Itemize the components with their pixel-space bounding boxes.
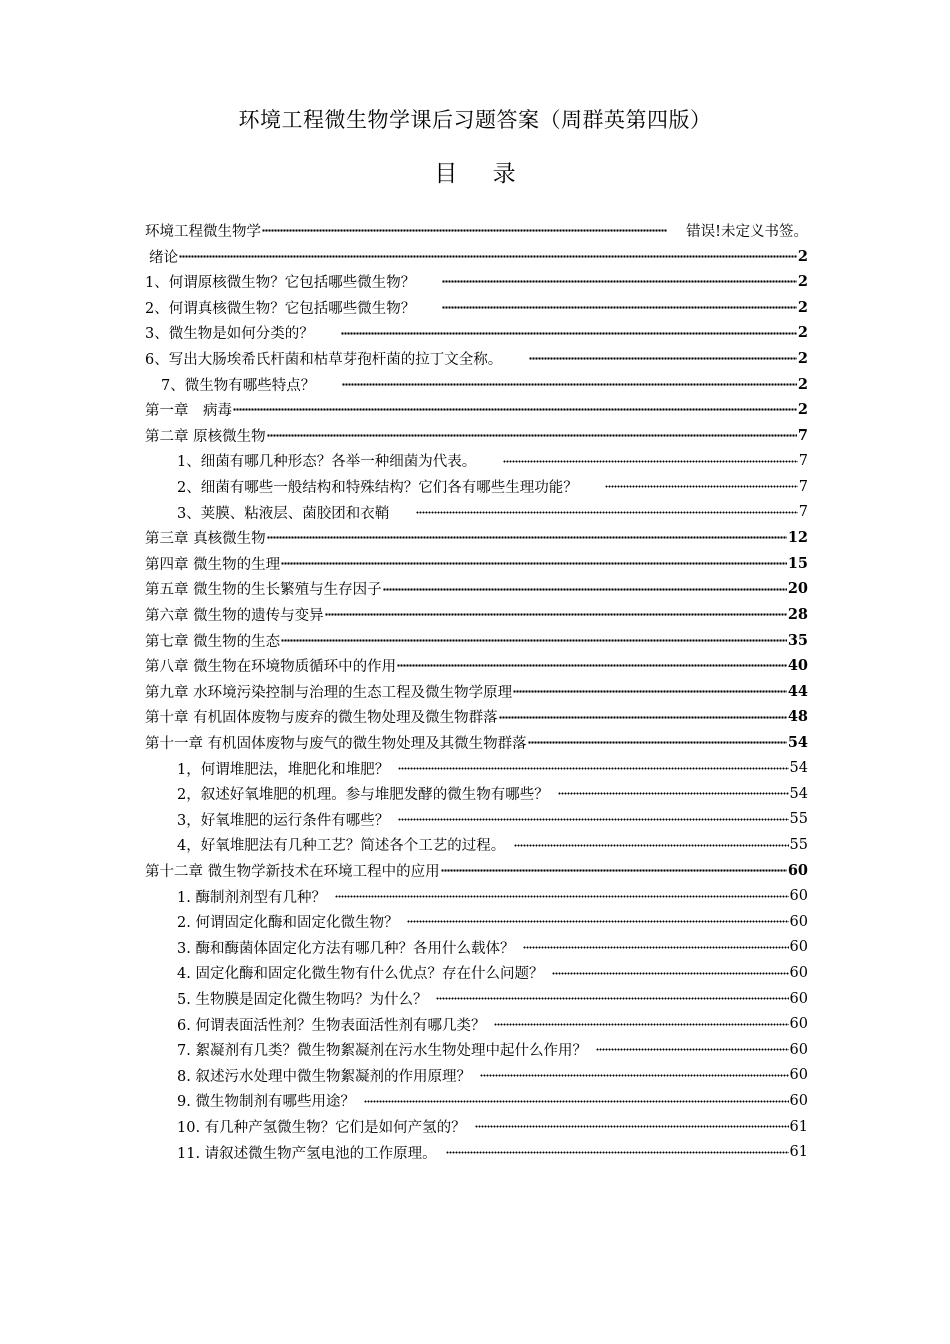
toc-entry-title: 6. 何谓表面活性剂？生物表面活性剂有哪几类？ [177,1017,486,1034]
toc-dot-leader [342,381,797,387]
toc-entry[interactable] [145,551,808,576]
toc-entry[interactable] [145,525,808,550]
toc-entry[interactable] [145,244,808,269]
table-of-contents [145,218,808,1168]
toc-entry-title: 第九章 水环境污染控制与治理的生态工程及微生物学原理 [145,684,513,701]
toc-dot-leader [335,893,789,899]
toc-entry[interactable] [145,474,808,499]
toc-entry[interactable] [145,884,808,909]
toc-dot-leader [513,688,787,694]
toc-entry[interactable] [145,858,808,883]
toc-entry-title: 4. 固定化酶和固定化微生物有什么优点？存在什么问题？ [177,966,544,983]
toc-entry-title: 9. 微生物制剂有哪些用途？ [177,1094,355,1111]
toc-entry-page: 20 [787,580,808,598]
toc-entry-title: 6、写出大肠埃希氏杆菌和枯草芽孢杆菌的拉丁文全称。 [145,352,503,368]
toc-dot-leader [499,714,787,720]
toc-entry-page: 60 [789,990,808,1007]
toc-entry[interactable] [145,218,808,243]
toc-dot-leader [441,868,787,874]
toc-dot-leader [233,407,797,413]
toc-entry-page: 7 [798,452,808,469]
toc-entry-page: 2 [797,401,808,419]
toc-entry-page: 28 [787,606,808,623]
toc-entry-title: 7、微生物有哪些特点？ [161,377,316,394]
toc-entry[interactable] [145,960,808,985]
toc-entry-page: 7 [797,426,808,444]
toc-entry-page: 61 [789,1118,808,1135]
toc-entry[interactable] [145,704,808,729]
toc-entry-page: 60 [787,862,808,879]
toc-entry-page: 60 [789,888,808,905]
toc-entry[interactable] [145,1037,808,1062]
toc-dot-leader [262,228,667,234]
toc-entry-title: 第四章 微生物的生理 [145,556,281,573]
toc-entry[interactable] [145,576,808,601]
toc-entry-page: 40 [787,657,808,675]
toc-entry[interactable] [145,807,808,832]
toc-entry[interactable] [145,909,808,934]
toc-entry[interactable] [145,448,808,473]
toc-dot-leader [281,637,787,643]
toc-dot-leader [503,458,798,464]
toc-dot-leader [529,356,797,362]
toc-entry-title: 8. 叙述污水处理中微生物絮凝剂的作用原理？ [177,1068,471,1085]
toc-dot-leader [480,1072,789,1078]
toc-entry-page: 60 [789,913,808,930]
toc-dot-leader [397,663,787,669]
toc-entry-page: 2 [797,247,808,265]
toc-entry[interactable] [145,628,808,653]
toc-dot-leader [558,791,789,797]
toc-entry-title: 11. 请叙述微生物产氢电池的工作原理。 [177,1145,437,1162]
toc-entry-title: 2、细菌有哪些一般结构和特殊结构？它们各有哪些生理功能？ [177,480,578,496]
toc-entry-page: 2 [797,298,808,316]
toc-entry-title: 10. 有几种产氢微生物？它们是如何产氢的？ [177,1120,466,1136]
toc-dot-leader [552,970,788,976]
toc-dot-leader [281,560,787,566]
toc-entry[interactable] [145,781,808,806]
toc-entry-page: 54 [789,785,808,802]
toc-dot-leader [364,1098,789,1104]
toc-entry[interactable] [145,832,808,857]
toc-entry-page: 2 [797,324,808,342]
toc-entry-title: 第十二章 微生物学新技术在环境工程中的应用 [145,864,440,880]
toc-entry-page: 7 [798,504,808,521]
toc-dot-leader [528,740,787,746]
toc-entry-page: 55 [789,836,808,853]
toc-heading: 目 录 [434,161,530,187]
toc-dot-leader [383,586,787,592]
toc-entry[interactable] [145,346,808,371]
toc-dot-leader [494,1021,788,1027]
toc-dot-leader [523,944,788,950]
toc-entry[interactable] [145,372,808,397]
toc-entry-title: 1、何谓原核微生物？它包括哪些微生物？ [145,275,416,292]
toc-entry[interactable] [145,986,808,1011]
toc-entry[interactable] [145,602,808,627]
toc-dot-leader [398,816,788,822]
toc-entry-title: 1，何谓堆肥法，堆肥化和堆肥？ [177,761,390,778]
toc-entry-title: 环境工程微生物学 [145,224,261,240]
toc-entry[interactable] [145,1114,808,1139]
document-title: 环境工程微生物学课后习题答案（周群英第四版） [238,108,712,132]
toc-entry-title: 绪论 [149,249,178,266]
toc-entry-title: 第二章 原核微生物 [145,428,266,445]
toc-dot-leader [514,842,788,848]
toc-entry-title: 第十章 有机固体废物与废弃的微生物处理及微生物群落 [145,710,498,727]
toc-entry-page: 60 [789,1067,808,1084]
toc-entry[interactable] [145,679,808,704]
toc-entry[interactable] [145,423,808,448]
toc-entry[interactable] [145,756,808,781]
toc-entry-page: 2 [797,375,808,393]
toc-dot-leader [436,996,788,1002]
toc-dot-leader [341,330,797,336]
toc-entry-page: 55 [789,811,808,828]
toc-entry-page: 60 [789,964,808,981]
toc-entry-title: 第十一章 有机固体废物与废气的微生物处理及其微生物群落 [145,736,527,752]
toc-dot-leader [475,1124,789,1130]
toc-dot-leader [325,612,787,618]
toc-entry-page: 2 [797,350,808,367]
toc-dot-leader [267,535,787,541]
toc-entry-page: 2 [797,273,808,291]
toc-entry-page: 44 [787,682,808,700]
toc-entry-page: 48 [787,708,808,726]
toc-entry-page: 15 [787,554,808,572]
toc-entry-page: 54 [787,734,808,751]
toc-dot-leader [398,765,788,771]
toc-entry-page: 错误!未定义书签。 [686,224,808,240]
toc-entry-title: 第七章 微生物的生态 [145,633,281,650]
toc-entry-title: 第六章 微生物的遗传与变异 [145,608,324,624]
toc-entry[interactable] [145,320,808,345]
toc-entry-title: 2，叙述好氧堆肥的机理。参与堆肥发酵的微生物有哪些？ [177,787,549,804]
toc-entry-page: 35 [787,631,808,649]
toc-entry-title: 第八章 微生物在环境物质循环中的作用 [145,659,397,676]
toc-entry-page: 7 [798,478,808,495]
toc-entry-title: 7. 絮凝剂有几类？微生物絮凝剂在污水生物处理中起什么作用？ [177,1043,587,1060]
toc-entry[interactable] [145,1012,808,1037]
toc-entry-page: 61 [789,1144,808,1161]
toc-entry[interactable] [145,1088,808,1113]
toc-dot-leader [442,304,797,310]
toc-entry-title: 第一章 病毒 [145,403,232,420]
toc-entry[interactable] [145,730,808,755]
toc-entry[interactable] [145,397,808,422]
toc-entry-title: 第三章 真核微生物 [145,531,266,548]
toc-entry-page: 12 [787,529,808,547]
toc-dot-leader [442,279,797,285]
toc-entry[interactable] [145,295,808,320]
toc-entry[interactable] [145,1140,808,1165]
toc-dot-leader [407,919,788,925]
toc-entry-title: 3、微生物是如何分类的？ [145,326,314,343]
toc-entry[interactable] [145,935,808,960]
toc-entry-page: 54 [789,760,808,777]
toc-entry[interactable] [145,653,808,678]
toc-entry-title: 1、细菌有哪几种形态？各举一种细菌为代表。 [177,454,477,471]
toc-entry-title: 3，好氧堆肥的运行条件有哪些？ [177,812,390,829]
toc-entry-page: 60 [789,1016,808,1033]
toc-entry-page: 60 [789,939,808,956]
toc-entry-title: 4，好氧堆肥法有几种工艺？简述各个工艺的过程。 [177,838,506,855]
toc-entry[interactable] [145,269,808,294]
toc-entry-title: 第五章 微生物的生长繁殖与生存因子 [145,582,382,599]
toc-dot-leader [605,484,798,490]
toc-entry-title: 2、何谓真核微生物？它包括哪些微生物？ [145,300,416,317]
toc-entry[interactable] [145,500,808,525]
toc-entry-title: 5. 生物膜是固定化微生物吗？为什么？ [177,992,428,1008]
toc-dot-leader [179,253,797,259]
toc-dot-leader [596,1047,789,1053]
toc-entry-title: 3、荚膜、粘液层、菌胶团和衣鞘 [177,505,390,522]
toc-entry-title: 2. 何谓固定化酶和固定化微生物？ [177,915,399,932]
toc-entry[interactable] [145,1063,808,1088]
toc-dot-leader [416,509,798,515]
toc-entry-title: 1. 酶制剂剂型有几种？ [177,889,326,906]
toc-entry-page: 60 [789,1092,808,1109]
toc-entry-page: 60 [789,1041,808,1058]
toc-dot-leader [446,1149,789,1155]
toc-entry-title: 3. 酶和酶菌体固定化方法有哪几种？各用什么载体？ [177,940,515,957]
toc-dot-leader [267,432,797,438]
